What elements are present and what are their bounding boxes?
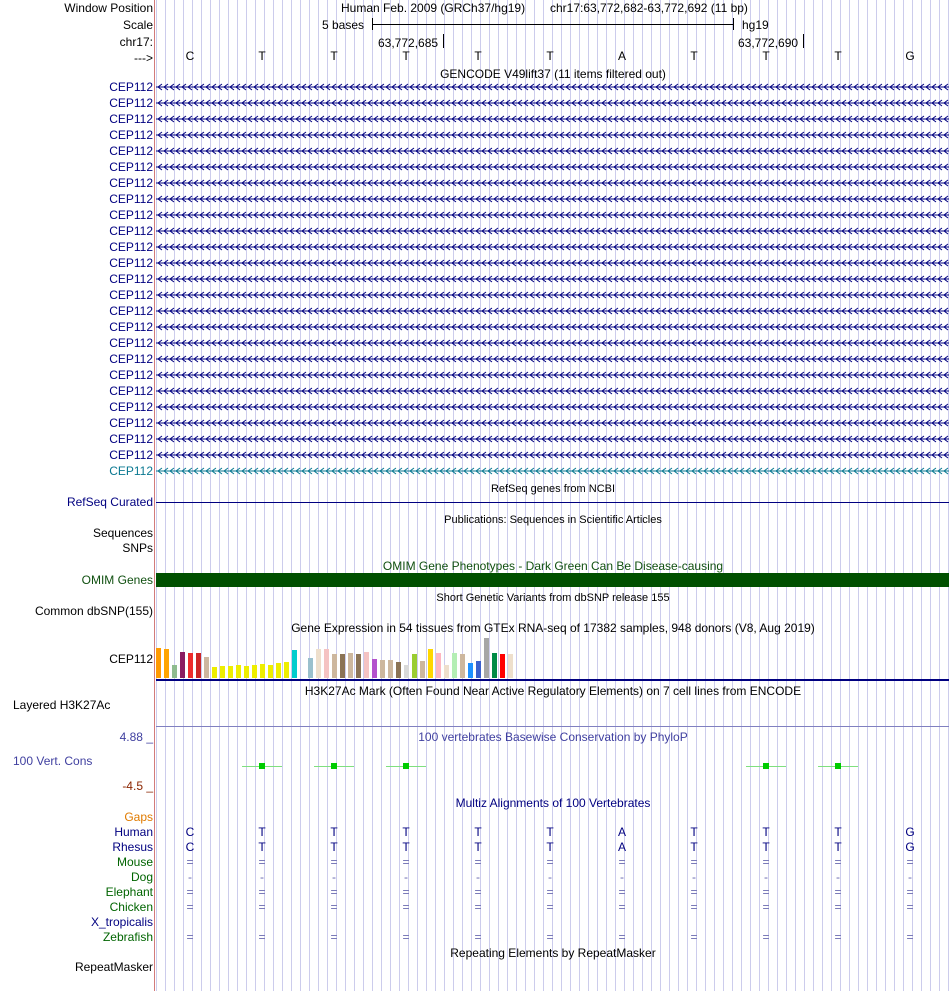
layered-h3k27ac-label[interactable]: Layered H3K27Ac xyxy=(13,698,111,712)
gtex-baseline xyxy=(156,679,949,681)
gencode-transcript-line[interactable] xyxy=(156,243,949,251)
gtex-tissue-bar[interactable] xyxy=(332,654,337,678)
cons-min-label: -4.5 _ xyxy=(122,779,153,793)
alignment-base: = xyxy=(690,930,698,944)
alignment-base: - xyxy=(332,870,336,884)
gtex-tissue-bar[interactable] xyxy=(356,654,361,678)
alignment-base: = xyxy=(906,930,914,944)
species-label[interactable]: Elephant xyxy=(105,885,153,899)
gtex-tissue-bar[interactable] xyxy=(444,665,449,678)
species-label[interactable]: X_tropicalis xyxy=(90,915,153,929)
alignment-base: = xyxy=(186,855,194,869)
gencode-transcript-line[interactable] xyxy=(156,419,949,427)
gtex-tissue-bar[interactable] xyxy=(172,665,177,678)
gtex-tissue-bar[interactable] xyxy=(252,665,257,678)
gtex-tissue-bar[interactable] xyxy=(468,663,473,678)
alignment-base: - xyxy=(476,870,480,884)
gencode-gene-label[interactable]: CEP112 xyxy=(109,240,153,254)
gtex-tissue-bar[interactable] xyxy=(164,649,169,678)
alignment-base: = xyxy=(546,855,554,869)
refseq-track-line[interactable] xyxy=(156,502,949,503)
gencode-transcript-line[interactable] xyxy=(156,99,949,107)
species-label[interactable]: Mouse xyxy=(116,855,153,869)
alignment-base: = xyxy=(258,855,266,869)
alignment-base: = xyxy=(186,930,194,944)
coord-tick-1 xyxy=(443,34,444,48)
gtex-tissue-bar[interactable] xyxy=(372,659,377,678)
gencode-gene-label[interactable]: CEP112 xyxy=(109,304,153,318)
alignment-base: T xyxy=(330,825,338,839)
alignment-base: - xyxy=(620,870,624,884)
cons-max-label: 4.88 _ xyxy=(119,730,153,744)
gtex-tissue-bar[interactable] xyxy=(492,653,497,678)
alignment-base: = xyxy=(474,930,482,944)
gencode-gene-label[interactable]: CEP112 xyxy=(109,400,153,414)
repeatmasker-title[interactable]: Repeating Elements by RepeatMasker xyxy=(450,946,656,960)
scale-bar xyxy=(372,24,734,25)
gtex-tissue-bar[interactable] xyxy=(260,664,265,678)
gencode-gene-label[interactable]: CEP112 xyxy=(109,384,153,398)
gencode-gene-label[interactable]: CEP112 xyxy=(109,368,153,382)
alignment-base: T xyxy=(258,840,266,854)
gencode-transcript-line[interactable] xyxy=(156,195,949,203)
publications-title[interactable]: Publications: Sequences in Scientific Articles xyxy=(444,514,662,526)
gtex-tissue-bar[interactable] xyxy=(436,653,441,678)
base-letter: A xyxy=(617,49,626,63)
gencode-transcript-line[interactable] xyxy=(156,339,949,347)
base-letter: C xyxy=(185,49,195,63)
alignment-base: = xyxy=(186,885,194,899)
gtex-tissue-bar[interactable] xyxy=(292,650,297,678)
alignment-base: = xyxy=(258,900,266,914)
gencode-transcript-line[interactable] xyxy=(156,323,949,331)
alignment-base: = xyxy=(330,900,338,914)
alignment-base: T xyxy=(330,840,338,854)
gtex-tissue-bar[interactable] xyxy=(156,648,161,678)
strand-label: ---> xyxy=(134,51,153,65)
alignment-base: = xyxy=(762,855,770,869)
alignment-base: = xyxy=(402,885,410,899)
gencode-gene-label[interactable]: CEP112 xyxy=(109,128,153,142)
gtex-tissue-bar[interactable] xyxy=(396,662,401,678)
snps-label[interactable]: SNPs xyxy=(122,541,153,555)
label-divider xyxy=(154,0,155,991)
gencode-transcript-line[interactable] xyxy=(156,115,949,123)
alignment-base: = xyxy=(618,900,626,914)
gtex-tissue-bar[interactable] xyxy=(324,649,329,678)
alignment-base: = xyxy=(258,885,266,899)
gencode-transcript-line[interactable] xyxy=(156,387,949,395)
species-label[interactable]: Rhesus xyxy=(112,840,153,854)
alignment-base: = xyxy=(546,930,554,944)
alignment-base: T xyxy=(402,840,410,854)
gencode-gene-label[interactable]: CEP112 xyxy=(109,432,153,446)
gencode-transcript-line[interactable] xyxy=(156,259,949,267)
species-label[interactable]: Zebrafish xyxy=(102,930,153,944)
refseq-title[interactable]: RefSeq genes from NCBI xyxy=(490,483,616,495)
gtex-tissue-bar[interactable] xyxy=(316,649,321,678)
track-label-column xyxy=(0,0,153,991)
gencode-transcript-line[interactable] xyxy=(156,147,949,155)
alignment-base: C xyxy=(185,825,195,839)
alignment-base: = xyxy=(690,900,698,914)
alignment-base: T xyxy=(834,840,842,854)
conservation-score-dot xyxy=(835,763,841,769)
gtex-tissue-bar[interactable] xyxy=(276,663,281,678)
gtex-tissue-bar[interactable] xyxy=(404,665,409,678)
gtex-tissue-bar[interactable] xyxy=(340,654,345,678)
alignment-base: = xyxy=(618,930,626,944)
base-letter: T xyxy=(546,49,554,63)
gencode-gene-label[interactable]: CEP112 xyxy=(109,256,153,270)
alignment-base: = xyxy=(834,885,842,899)
conservation-score-dot xyxy=(763,763,769,769)
alignment-base: = xyxy=(402,900,410,914)
coord-label-2: 63,772,690 xyxy=(738,36,799,50)
alignment-base: = xyxy=(762,885,770,899)
gtex-gene-label[interactable]: CEP112 xyxy=(109,652,153,666)
alignment-base: T xyxy=(474,840,482,854)
alignment-base: = xyxy=(834,855,842,869)
alignment-base: G xyxy=(905,825,915,839)
gencode-gene-label[interactable]: CEP112 xyxy=(109,464,153,478)
alignment-base: = xyxy=(546,885,554,899)
gtex-tissue-bar[interactable] xyxy=(212,667,217,678)
assembly-text: Human Feb. 2009 (GRCh37/hg19) xyxy=(341,1,526,15)
gencode-transcript-line[interactable] xyxy=(156,307,949,315)
alignment-base: T xyxy=(546,840,554,854)
gtex-tissue-bar[interactable] xyxy=(236,665,241,678)
gencode-gene-label[interactable]: CEP112 xyxy=(109,160,153,174)
alignment-base: = xyxy=(834,900,842,914)
base-letter: G xyxy=(905,49,915,63)
gencode-gene-label[interactable]: CEP112 xyxy=(109,448,153,462)
vert-cons-label[interactable]: 100 Vert. Cons xyxy=(13,754,93,768)
base-letter: T xyxy=(330,49,338,63)
alignment-base: = xyxy=(618,885,626,899)
gencode-transcript-line[interactable] xyxy=(156,451,949,459)
gencode-gene-label[interactable]: CEP112 xyxy=(109,288,153,302)
alignment-base: T xyxy=(546,825,554,839)
gencode-gene-label[interactable]: CEP112 xyxy=(109,96,153,110)
alignment-base: - xyxy=(188,870,192,884)
alignment-base: = xyxy=(330,855,338,869)
coord-tick-2 xyxy=(803,34,804,48)
gtex-tissue-bar[interactable] xyxy=(188,653,193,678)
gtex-tissue-bar[interactable] xyxy=(476,661,481,678)
gtex-tissue-bar[interactable] xyxy=(220,666,225,678)
alignment-base: = xyxy=(618,855,626,869)
gtex-tissue-bar[interactable] xyxy=(180,652,185,678)
gencode-transcript-line[interactable] xyxy=(156,435,949,443)
alignment-base: = xyxy=(474,900,482,914)
alignment-base: = xyxy=(690,855,698,869)
alignment-base: = xyxy=(906,900,914,914)
base-letter: T xyxy=(762,49,770,63)
alignment-base: = xyxy=(834,930,842,944)
alignment-base: C xyxy=(185,840,195,854)
alignment-base: = xyxy=(690,885,698,899)
gencode-transcript-line[interactable] xyxy=(156,355,949,363)
alignment-base: = xyxy=(546,900,554,914)
omim-gene-bar[interactable] xyxy=(156,573,949,587)
base-letter: T xyxy=(402,49,410,63)
gtex-tissue-bar[interactable] xyxy=(196,653,201,678)
gtex-tissue-bar[interactable] xyxy=(500,654,505,678)
gtex-tissue-bar[interactable] xyxy=(452,653,457,678)
alignment-base: = xyxy=(906,885,914,899)
refseq-curated-label[interactable]: RefSeq Curated xyxy=(66,495,153,509)
h3k27ac-title[interactable]: H3K27Ac Mark (Often Found Near Active Regulatory Elements) on 7 cell lines from ENCODE xyxy=(304,684,802,698)
alignment-base: T xyxy=(834,825,842,839)
alignment-base: T xyxy=(402,825,410,839)
alignment-base: G xyxy=(905,840,915,854)
conservation-title[interactable]: 100 vertebrates Basewise Conservation by PhyloP xyxy=(418,730,688,744)
gencode-gene-label[interactable]: CEP112 xyxy=(109,336,153,350)
alignment-base: - xyxy=(548,870,552,884)
gencode-gene-label[interactable]: CEP112 xyxy=(109,112,153,126)
gencode-gene-label[interactable]: CEP112 xyxy=(109,416,153,430)
conservation-score-dot xyxy=(331,763,337,769)
gencode-transcript-line[interactable] xyxy=(156,291,949,299)
alignment-base: - xyxy=(404,870,408,884)
gtex-bar-chart[interactable] xyxy=(156,636,536,678)
alignment-base: = xyxy=(402,930,410,944)
gtex-tissue-bar[interactable] xyxy=(388,660,393,678)
gencode-transcript-line[interactable] xyxy=(156,83,949,91)
gtex-tissue-bar[interactable] xyxy=(412,654,417,678)
species-label[interactable]: Dog xyxy=(130,870,153,884)
alignment-base: - xyxy=(692,870,696,884)
alignment-base: - xyxy=(260,870,264,884)
chrom-label: chr17: xyxy=(119,35,153,49)
gencode-transcript-line[interactable] xyxy=(156,403,949,411)
gencode-transcript-line[interactable] xyxy=(156,227,949,235)
alignment-base: T xyxy=(474,825,482,839)
gtex-tissue-bar[interactable] xyxy=(204,657,209,678)
alignment-base: = xyxy=(330,885,338,899)
alignment-base: = xyxy=(906,855,914,869)
gencode-gene-label[interactable]: CEP112 xyxy=(109,272,153,286)
conservation-score-dot xyxy=(259,763,265,769)
h3k27ac-baseline xyxy=(156,726,949,727)
alignment-base: = xyxy=(762,900,770,914)
gtex-tissue-bar[interactable] xyxy=(380,660,385,678)
gtex-tissue-bar[interactable] xyxy=(460,654,465,678)
alignment-base: T xyxy=(762,840,770,854)
species-label[interactable]: Chicken xyxy=(109,900,153,914)
gtex-tissue-bar[interactable] xyxy=(308,658,313,678)
alignment-base: A xyxy=(617,825,626,839)
gtex-tissue-bar[interactable] xyxy=(268,665,273,678)
alignment-base: = xyxy=(402,855,410,869)
scale-bar-right-tick xyxy=(733,18,734,30)
gencode-gene-label[interactable]: CEP112 xyxy=(109,176,153,190)
gtex-tissue-bar[interactable] xyxy=(348,653,353,678)
multiz-title[interactable]: Multiz Alignments of 100 Vertebrates xyxy=(455,796,651,810)
gencode-gene-label[interactable]: CEP112 xyxy=(109,208,153,222)
gtex-tissue-bar[interactable] xyxy=(484,638,489,678)
scale-db: hg19 xyxy=(742,18,769,32)
conservation-score-dot xyxy=(403,763,409,769)
gencode-gene-label[interactable]: CEP112 xyxy=(109,352,153,366)
alignment-base: = xyxy=(258,930,266,944)
alignment-base: - xyxy=(836,870,840,884)
repeatmasker-label[interactable]: RepeatMasker xyxy=(74,960,153,974)
alignment-base: - xyxy=(908,870,912,884)
sequences-label[interactable]: Sequences xyxy=(92,526,153,540)
common-dbsnp-label[interactable]: Common dbSNP(155) xyxy=(34,604,153,618)
gaps-label[interactable]: Gaps xyxy=(124,810,153,824)
alignment-base: = xyxy=(762,930,770,944)
gencode-transcript-line[interactable] xyxy=(156,211,949,219)
window-position-label: Window Position xyxy=(64,1,153,15)
gtex-tissue-bar[interactable] xyxy=(284,662,289,678)
gtex-tissue-bar[interactable] xyxy=(508,654,513,678)
gencode-gene-label[interactable]: CEP112 xyxy=(109,192,153,206)
gtex-tissue-bar[interactable] xyxy=(420,661,425,678)
alignment-base: A xyxy=(617,840,626,854)
species-label[interactable]: Human xyxy=(114,825,153,839)
alignment-base: - xyxy=(764,870,768,884)
alignment-base: = xyxy=(474,855,482,869)
gencode-transcript-line[interactable] xyxy=(156,179,949,187)
gencode-transcript-line[interactable] xyxy=(156,275,949,283)
gencode-transcript-line[interactable] xyxy=(156,131,949,139)
alignment-base: = xyxy=(186,900,194,914)
base-letter: T xyxy=(258,49,266,63)
gencode-title[interactable]: GENCODE V49lift37 (11 items filtered out) xyxy=(440,67,666,81)
gtex-tissue-bar[interactable] xyxy=(428,649,433,678)
base-letter: T xyxy=(690,49,698,63)
gencode-transcript-line[interactable] xyxy=(156,163,949,171)
alignment-base: = xyxy=(474,885,482,899)
gencode-gene-label[interactable]: CEP112 xyxy=(109,80,153,94)
alignment-base: T xyxy=(690,825,698,839)
gtex-tissue-bar[interactable] xyxy=(244,666,249,678)
omim-title[interactable]: OMIM Gene Phenotypes - Dark Green Can Be Disease-causing xyxy=(382,559,724,573)
omim-genes-label[interactable]: OMIM Genes xyxy=(81,573,153,587)
base-letter: T xyxy=(474,49,482,63)
alignment-base: T xyxy=(690,840,698,854)
gencode-gene-label[interactable]: CEP112 xyxy=(109,320,153,334)
gencode-gene-label[interactable]: CEP112 xyxy=(109,144,153,158)
gtex-title[interactable]: Gene Expression in 54 tissues from GTEx RNA-seq of 17382 samples, 948 donors (V8, Aug 2019) xyxy=(291,621,815,635)
alignment-base: T xyxy=(762,825,770,839)
gencode-transcript-line[interactable] xyxy=(156,467,949,475)
alignment-base: = xyxy=(330,930,338,944)
alignment-base: T xyxy=(258,825,266,839)
gencode-gene-label[interactable]: CEP112 xyxy=(109,224,153,238)
gtex-tissue-bar[interactable] xyxy=(364,652,369,678)
gencode-transcript-line[interactable] xyxy=(156,371,949,379)
scale-label: Scale xyxy=(122,18,153,32)
position-text: chr17:63,772,682-63,772,692 (11 bp) xyxy=(550,1,748,15)
gtex-tissue-bar[interactable] xyxy=(228,666,233,678)
dbsnp-title[interactable]: Short Genetic Variants from dbSNP release 155 xyxy=(436,592,670,604)
base-letter: T xyxy=(834,49,842,63)
coord-label-1: 63,772,685 xyxy=(378,36,439,50)
scale-text: 5 bases xyxy=(322,18,365,32)
